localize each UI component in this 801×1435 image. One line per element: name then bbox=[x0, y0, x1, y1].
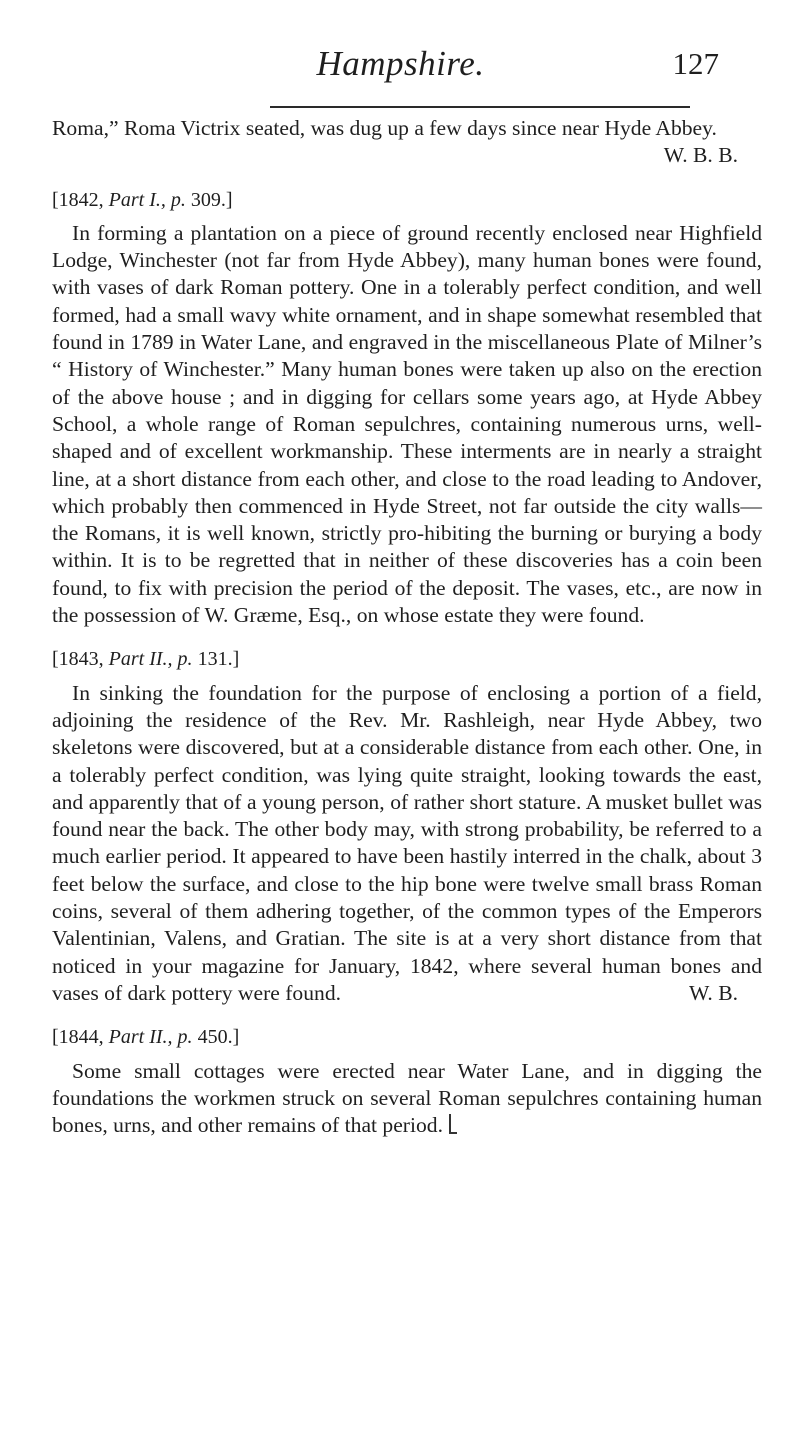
header-rule bbox=[270, 106, 690, 108]
citation-year: [1844, bbox=[52, 1026, 104, 1049]
citation-part: Part II., p. bbox=[108, 1026, 193, 1049]
entry-text: In sinking the foundation for the purpose of enclosing a portion of a field, adjoining the residence of the Rev. Mr. Rashleigh, near Hyde Abbey, two skeletons were discovered, but at a considerable distance from each other. One, in a tolerably perfect condition, was lying quite straight, looking towards the east, and apparently that of a young person, of rather short stature. A musket bullet was found near the back. The other body may, with strong probability, be referred to a much earlier period. It appeared to have been hastily interred in the chalk, about 3 feet below the surface, and close to the hip bone were twelve small brass Roman coins, several of them adhering together, of the common types of the Emperors Valentinian, Valens, and Gratian. The site is at a very short distance from that noticed in your magazine for January, 1842, where several human bones and vases of dark pottery were found. bbox=[52, 680, 762, 1005]
running-title: Hampshire. bbox=[316, 44, 485, 83]
citation-page: 131.] bbox=[197, 648, 240, 671]
citation bbox=[52, 646, 762, 673]
entry-paragraph: In forming a plantation on a piece of ground recently enclosed near Highfield Lodge, Winchester (not far from Hyde Abbey), many human bones were found, with vases of dark Roman pottery. One in a tolerably perfect condition, and well formed, had a small wavy white ornament, and in shape somewhat resembled that found in 1789 in Water Lane, and engraved in the miscellaneous Plate of Milner’s “ History of Winchester.” Many human bones were taken up also on the erection of the above house ; and in digging for cellars some years ago, at Hyde Abbey School, a whole range of Roman sepulchres, containing numerous urns, well-shaped and of excellent workmanship. These interments are in nearly a straight line, at a short distance from each other, and close to the road leading to Andover, which probably then commenced in Hyde Street, not far outside the city walls—the Romans, it is well known, strictly pro-hibiting the burning or burying a body within. It is to be regretted that in neither of these discoveries has a coin been found, to fix with precision the period of the deposit. The vases, etc., are now in the possession of W. Græme, Esq., on whose estate they were found. bbox=[52, 220, 762, 628]
citation-year: [1842, bbox=[52, 188, 104, 211]
entry-paragraph bbox=[52, 680, 762, 1008]
citation-year: [1843, bbox=[52, 648, 104, 671]
continuation-paragraph bbox=[52, 115, 762, 168]
signature: W. B. B. bbox=[663, 143, 738, 168]
continuation-text: Roma,” Roma Victrix seated, was dug up a few days since near Hyde Abbey. bbox=[52, 116, 717, 140]
entry-paragraph bbox=[52, 1058, 762, 1140]
body-text bbox=[52, 115, 762, 1139]
citation-page: 450.] bbox=[197, 1026, 240, 1049]
citation bbox=[52, 187, 762, 214]
entry-text: Some small cottages were erected near Water Lane, and in digging the foundations the workmen struck on several Roman sepulchres containing human bones, urns, and other remains of that period. bbox=[52, 1058, 762, 1138]
page-number: 127 bbox=[672, 46, 719, 81]
citation-part: Part II., p. bbox=[108, 648, 193, 671]
end-mark-icon bbox=[449, 1114, 457, 1134]
citation bbox=[52, 1024, 762, 1051]
citation-part: Part I., p. bbox=[108, 188, 186, 211]
citation-page: 309.] bbox=[190, 188, 233, 211]
page-header bbox=[0, 44, 801, 104]
signature: W. B. bbox=[689, 980, 738, 1005]
